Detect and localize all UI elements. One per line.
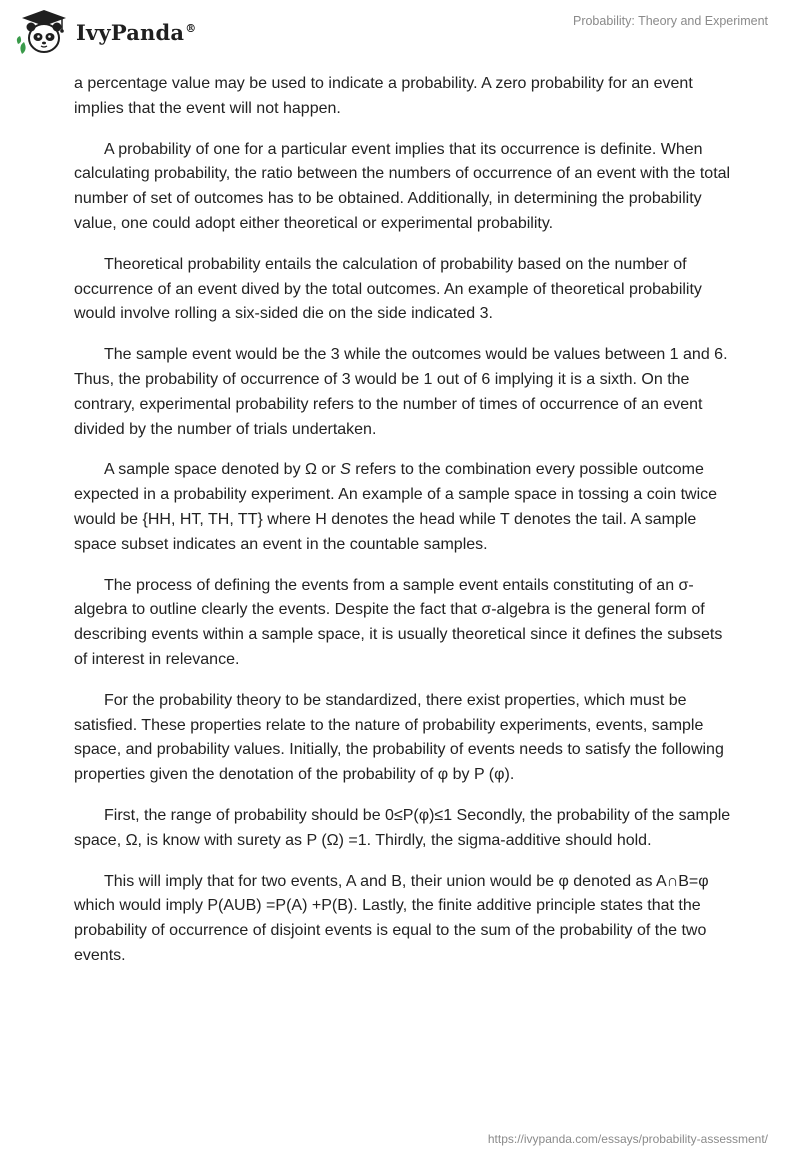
paragraph-5 [74,458,734,557]
source-url[interactable]: https://ivypanda.com/essays/probability-assessment/ [487,1132,768,1146]
panda-graduate-icon [16,8,72,56]
sample-space-symbol: S [340,461,351,479]
paragraph-6: The process of defining the events from a sample event entails constituting of an σ-algebra to outline clearly the events. Despite the fact that σ-algebra is the general form of describing events within a sample space, it is usually theoretical since it defines the subsets of interest in relevance. [74,576,723,668]
paragraph-9: This will imply that for two events, A and B, their union would be φ denoted as A∩B=φ which would imply P(AUB) =P(A) +P(B). Lastly, the finite additive principle states that the probability of occurrence of disjoint events is equal to the sum of the probability of the two events. [74,872,709,964]
page-header [0,0,800,70]
essay-body [74,72,734,985]
paragraph-5-rest: refers to the combination every possible outcome expected in a probability experiment. An example of a sample space in tossing a coin twice would be {HH, HT, TH, TT} where H denotes the head while T denotes the tail. A sample space subset indicates an event in the countable samples. [74,461,718,553]
paragraph-4: The sample event would be the 3 while the outcomes would be values between 1 and 6. Thus, the probability of occurrence of 3 would be 1 out of 6 implying it is a sixth. On the contrary, experimental probability refers to the number of times of occurrence of an event divided by the number of trials undertaken. [74,346,728,438]
paragraph-2: A probability of one for a particular event implies that its occurrence is definite. When calculating probability, the ratio between the numbers of occurrence of an event with the total number of set of outcomes has to be obtained. Additionally, in determining the probability value, one could adopt either theoretical or experimental probability. [74,140,731,232]
ivypanda-logo[interactable] [16,8,196,56]
paragraph-1: a percentage value may be used to indicate a probability. A zero probability for an event implies that the event will not happen. [74,75,693,117]
paragraph-5-start: A sample space denoted by Ω or [104,461,341,479]
document-title: Probability: Theory and Experiment [572,14,768,28]
paragraph-3: Theoretical probability entails the calculation of probability based on the number of occurrence of an event dived by the total outcomes. An example of theoretical probability would involve rolling a six-sided die on the side indicated 3. [74,255,702,323]
paragraph-7: For the probability theory to be standardized, there exist properties, which must be satisfied. These properties relate to the nature of probability experiments, events, sample space, and probability values. Initially, the probability of events needs to satisfy the following properties given the denotation of the probability of φ by P (φ). [74,691,724,784]
paragraph-8: First, the range of probability should be 0≤P(φ)≤1 Secondly, the probability of the sample space, Ω, is know with surety as P (Ω) =1. Thirdly, the sigma-additive should hold. [74,806,731,849]
logo-wordmark: IvyPanda® [76,19,197,45]
